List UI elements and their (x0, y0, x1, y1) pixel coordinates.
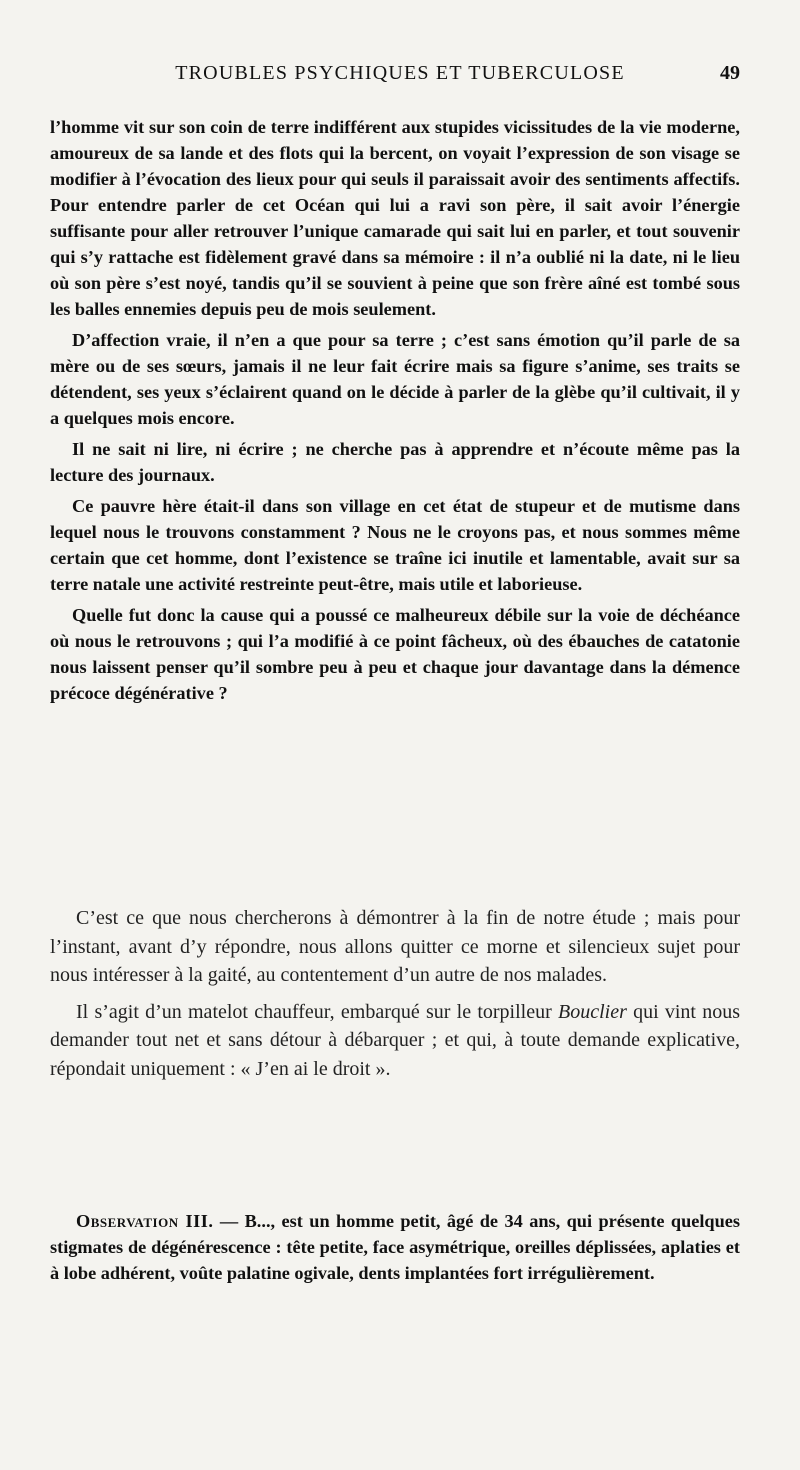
observation-text: — B..., est un homme petit, âgé de 34 ans, qui présente quelques stigmates de dégénérescence : tête petite, face asymétrique, oreilles déplissées, aplaties et à lobe adhérent, voûte palatine ogivale, dents implantées fort irrégulièrement. (50, 1211, 740, 1283)
observation-label: Observation III. (76, 1211, 214, 1231)
paragraph-3: Il ne sait ni lire, ni écrire ; ne cherche pas à apprendre et n’écoute même pas la lecture des journaux. (50, 439, 740, 485)
paragraph-7-start: Il s’agit d’un matelot chauffeur, embarqué sur le torpilleur (76, 1000, 558, 1023)
paragraph-5: Quelle fut donc la cause qui a poussé ce malheureux débile sur la voie de déchéance où nous le retrouvons ; qui l’a modifié à ce point fâcheux, où des ébauches de catatonie nous laissent penser qu’il sombre peu à peu et chaque jour davantage dans la démence précoce dégénérative ? (50, 605, 740, 703)
paragraph-1: l’homme vit sur son coin de terre indifférent aux stupides vicissitudes de la vie moderne, amoureux de sa lande et des flots qui la bercent, on voyait l’expression de son visage se modifier à l’évocation des lieux pour qui seuls il paraissait avoir des sentiments affectifs. Pour entendre parler de cet Océan qui lui a ravi son père, il sait avoir l’énergie suffisante pour aller retrouver l’unique camarade qui sait lui en parler, et tout souvenir qui s’y rattache est fidèlement gravé dans sa mémoire : il n’a oublié ni la date, ni le lieu où son père s’est noyé, tandis qu’il se souvient à peine que son frère aîné est tombé sous les balles ennemies depuis peu de mois seulement. (50, 117, 740, 319)
page-number: 49 (720, 62, 740, 84)
page-header (50, 62, 740, 88)
body-text-light (50, 904, 740, 1083)
paragraph-7 (50, 998, 740, 1084)
observation-block (50, 1208, 740, 1286)
ship-name: Bouclier (557, 1000, 627, 1023)
running-title: TROUBLES PSYCHIQUES ET TUBERCULOSE (175, 62, 625, 84)
body-text-bold (50, 114, 740, 706)
paragraph-6: C’est ce que nous chercherons à démontrer à la fin de notre étude ; mais pour l’instant, avant d’y répondre, nous allons quitter ce morne et silencieux sujet pour nous intéresser à la gaité, au contentement d’un autre de nos malades. (50, 907, 740, 986)
paragraph-7-end: qui vint nous demander tout net et sans détour à débarquer ; et qui, à toute demande explicative, répondait uniquement : « J’en ai le droit ». (50, 1000, 741, 1080)
paragraph-2: D’affection vraie, il n’en a que pour sa terre ; c’est sans émotion qu’il parle de sa mère ou de ses sœurs, jamais il ne leur fait écrire mais sa figure s’anime, ses traits se détendent, ses yeux s’éclairent quand on le décide à parler de la glèbe qu’il cultivait, il y a quelques mois encore. (50, 330, 740, 428)
paragraph-4: Ce pauvre hère était-il dans son village en cet état de stupeur et de mutisme dans lequel nous le trouvons constamment ? Nous ne le croyons pas, et nous sommes même certain que cet homme, dont l’existence se traîne ici inutile et lamentable, avait sur sa terre natale une activité restreinte peut-être, mais utile et laborieuse. (50, 496, 740, 594)
observation-paragraph (50, 1208, 740, 1286)
